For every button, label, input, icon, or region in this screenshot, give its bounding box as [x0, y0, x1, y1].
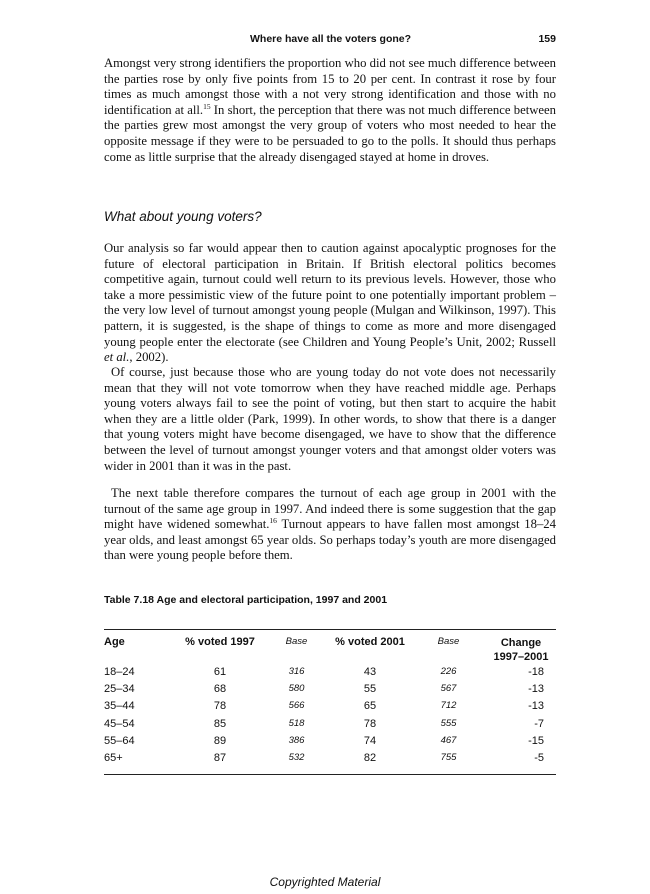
paragraph-text: The next table therefore compares the turnout of each age group in 2001 with the turnout of the same age group in 1997. And indeed there is some suggestion that the gap might have widened somewhat. — [104, 486, 556, 532]
cell-base-2001: 555 — [440, 717, 457, 729]
header-change-line2: 1997–2001 — [493, 651, 549, 663]
cell-base-2001: 467 — [440, 734, 457, 746]
table-row — [104, 735, 556, 752]
cell-base-2001: 567 — [440, 683, 457, 695]
cell-base-1997: 386 — [288, 734, 305, 746]
paragraph-text: Our analysis so far would appear then to caution against apocalyptic prognoses for the future of electoral participation in Britain. If British electoral politics becomes competitive again, turnout could well return to its previous levels. However, those who take a more pessimistic view of the future point to one potentially important problem – the very low level of turnout amongst young people (Mulgan and Wilkinson, 1997). This pattern, it is suggested, is the shape of things to come as more and more disengaged young people enter the electorate (see Children and Young People’s Unit, 2002; Russell — [104, 241, 556, 349]
cell-voted-1997: 87 — [213, 751, 227, 764]
cell-voted-2001: 82 — [363, 751, 377, 764]
paragraph-strong-identifiers — [104, 56, 556, 165]
cell-base-1997: 580 — [288, 683, 305, 695]
header-change — [486, 636, 556, 664]
table-row — [104, 752, 556, 769]
table-header-row — [104, 636, 556, 666]
cell-change: -7 — [534, 717, 544, 730]
table-row — [104, 718, 556, 735]
table-bottom-rule — [104, 774, 556, 775]
cell-age: 45–54 — [104, 717, 135, 730]
header-voted-2001: % voted 2001 — [335, 636, 405, 648]
cell-change: -18 — [528, 666, 544, 678]
cell-voted-2001: 74 — [363, 734, 377, 747]
paragraph-text: Turnout appears to have fallen most amongst 18–24 year olds, and least amongst 65 year olds. So perhaps today’s youth are more disengaged than were young people before them. — [104, 517, 556, 563]
cell-voted-2001: 65 — [363, 700, 377, 713]
paragraph-text: In short, the perception that there was not much difference between the parties grew most amongst the very group of voters who most needed to hear the opposite message if they were to be persuaded to go to the polls. It should thus perhaps come as little surprise that the already disengaged stayed at home in droves. — [104, 102, 557, 164]
page-number: 159 — [538, 33, 556, 45]
section-heading: What about young voters? — [104, 209, 262, 224]
header-age: Age — [104, 636, 125, 648]
paragraph-text: Amongst very strong identifiers the proportion who did not see much difference between the parties rose by only five points from 15 to 20 per cent. In contrast it rose by four times as much amongst those with a not very strong identification and those with no identification at all. — [104, 56, 556, 117]
cell-age: 55–64 — [104, 734, 135, 747]
table-row — [104, 683, 556, 700]
cell-base-2001: 226 — [440, 666, 457, 677]
paragraph-young-voters — [104, 241, 556, 366]
cell-change: -5 — [534, 751, 544, 764]
cell-voted-2001: 78 — [363, 717, 377, 730]
header-base-2001: Base — [437, 636, 460, 647]
cell-base-1997: 518 — [288, 717, 305, 729]
turnout-table — [104, 636, 556, 769]
paragraph-of-course — [104, 365, 556, 474]
header-voted-1997: % voted 1997 — [185, 636, 255, 648]
paragraph-text: , 2002). — [129, 350, 169, 365]
cell-change: -15 — [528, 734, 544, 747]
header-base-1997: Base — [285, 636, 308, 647]
cell-age: 35–44 — [104, 700, 135, 713]
cell-voted-1997: 85 — [213, 717, 227, 730]
cell-age: 18–24 — [104, 666, 135, 678]
cell-age: 25–34 — [104, 683, 135, 696]
cell-age: 65+ — [104, 751, 123, 764]
paragraph-text: Of course, just because those who are young today do not vote does not necessarily mean that they will not vote tomorrow when they have reached middle age. Perhaps young voters always fail to see the point of voting, but then start to acquire the habit when they are a little older (Park, 1999). In other words, to show that there is a danger that young voters might have become disengaged, we have to show that the difference between the level of turnout amongst younger voters and that amongst older voters was wider in 2001 than it was in the past. — [104, 365, 556, 473]
paragraph-text-italic: et al. — [104, 350, 130, 365]
cell-voted-2001: 55 — [363, 683, 377, 696]
cell-change: -13 — [528, 683, 544, 696]
running-title: Where have all the voters gone? — [250, 33, 412, 45]
copyright-footer: Copyrighted Material — [269, 875, 381, 889]
footnote-marker: 15 — [203, 101, 211, 111]
cell-base-2001: 755 — [440, 751, 457, 763]
cell-base-1997: 566 — [288, 700, 305, 712]
cell-base-1997: 316 — [288, 666, 305, 677]
cell-voted-1997: 68 — [213, 683, 227, 696]
cell-voted-1997: 89 — [213, 734, 227, 747]
cell-base-2001: 712 — [440, 700, 457, 712]
table-caption: Table 7.18 Age and electoral participation, 1997 and 2001 — [104, 594, 388, 606]
table-row — [104, 700, 556, 717]
cell-change: -13 — [528, 700, 544, 713]
table-top-rule — [104, 629, 556, 630]
cell-voted-2001: 43 — [363, 666, 377, 678]
header-change-line1: Change — [500, 637, 542, 649]
footnote-marker: 16 — [269, 516, 277, 526]
cell-base-1997: 532 — [288, 751, 305, 763]
page-header — [104, 33, 556, 49]
table-row — [104, 666, 556, 683]
cell-voted-1997: 78 — [213, 700, 227, 713]
cell-voted-1997: 61 — [213, 666, 227, 678]
paragraph-next-table — [104, 486, 556, 564]
